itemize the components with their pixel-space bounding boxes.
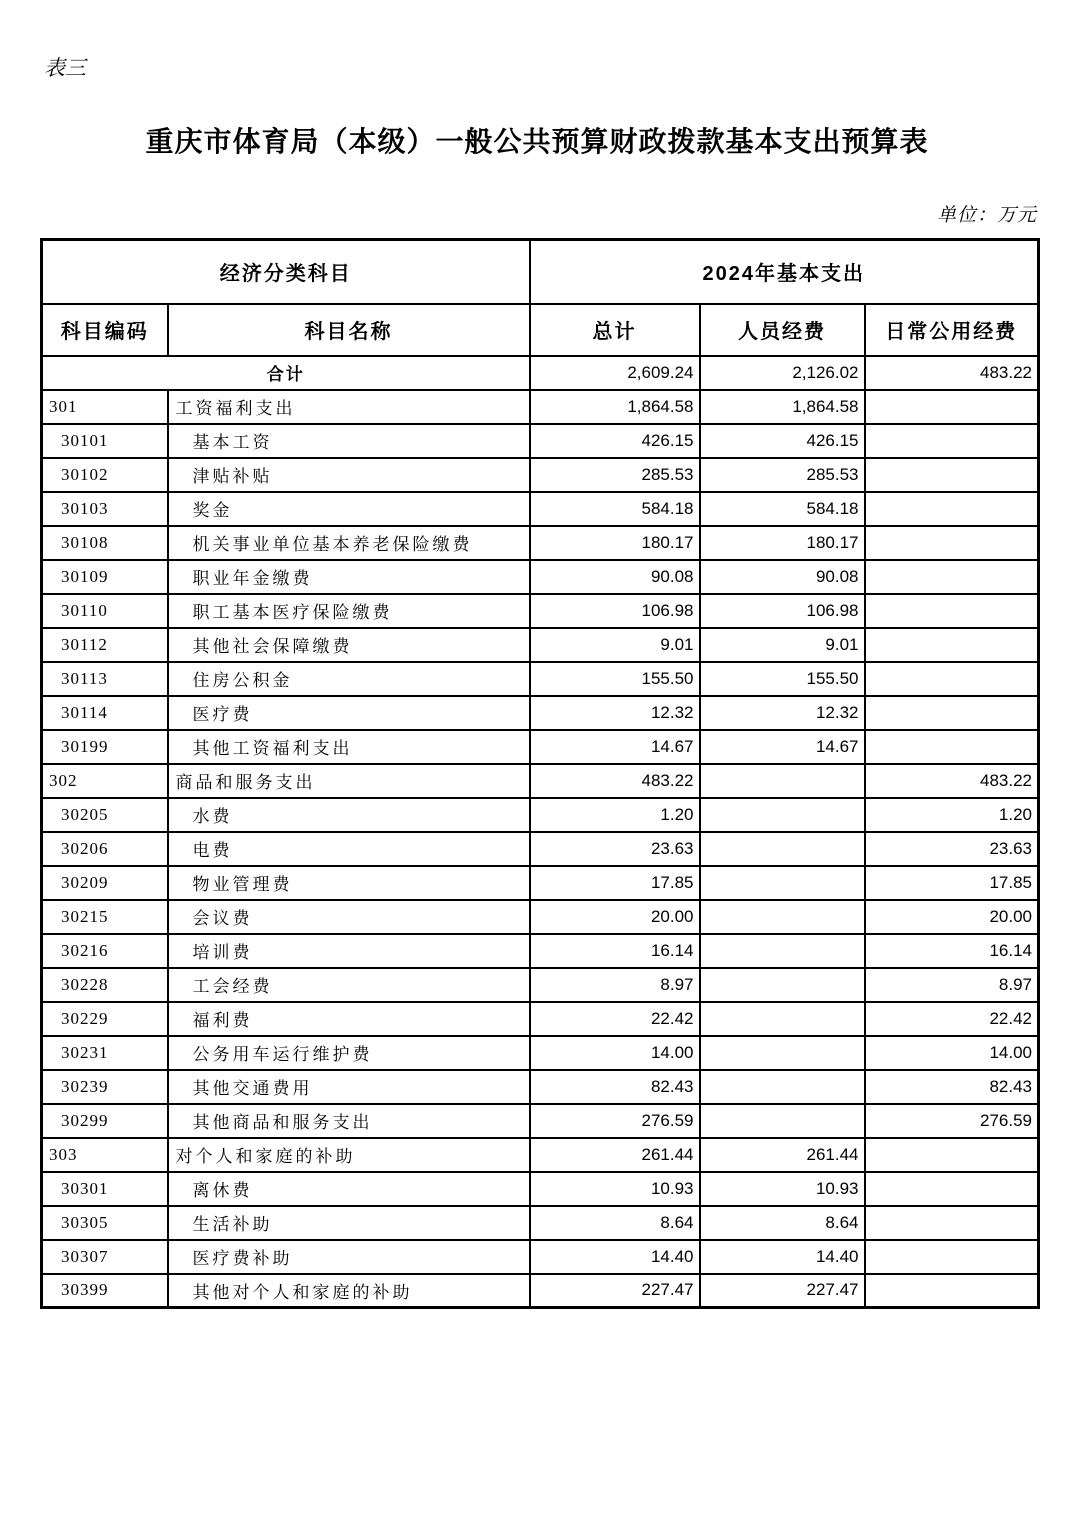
total-row-total: 2,609.24 [530,356,700,390]
cell-total: 584.18 [530,492,700,526]
cell-name: 医疗费补助 [168,1240,530,1274]
cell-name: 职业年金缴费 [168,560,530,594]
table-row [42,1036,1039,1070]
unit-note: 单位：万元 [936,205,1037,226]
cell-code: 30301 [42,1172,168,1206]
cell-code: 30231 [42,1036,168,1070]
cell-personnel: 14.67 [700,730,865,764]
cell-personnel: 90.08 [700,560,865,594]
cell-name: 奖金 [168,492,530,526]
cell-total: 261.44 [530,1138,700,1172]
header-col-total: 总计 [530,304,700,356]
cell-personnel: 106.98 [700,594,865,628]
table-header [42,240,1039,356]
cell-daily [865,1172,1039,1206]
cell-personnel [700,934,865,968]
cell-daily: 276.59 [865,1104,1039,1138]
table-row [42,1002,1039,1036]
cell-name: 离休费 [168,1172,530,1206]
table-row [42,1206,1039,1240]
cell-daily: 483.22 [865,764,1039,798]
cell-daily: 16.14 [865,934,1039,968]
cell-name: 其他对个人和家庭的补助 [168,1274,530,1308]
cell-daily [865,696,1039,730]
cell-code: 30205 [42,798,168,832]
cell-total: 20.00 [530,900,700,934]
cell-name: 商品和服务支出 [168,764,530,798]
table-row [42,1172,1039,1206]
cell-name: 基本工资 [168,424,530,458]
cell-total: 227.47 [530,1274,700,1308]
cell-personnel [700,1104,865,1138]
cell-personnel [700,832,865,866]
table-number-label: 表三 [44,56,86,80]
cell-personnel: 261.44 [700,1138,865,1172]
cell-name: 工会经费 [168,968,530,1002]
cell-personnel: 584.18 [700,492,865,526]
cell-daily [865,560,1039,594]
table-row [42,628,1039,662]
table-row [42,1070,1039,1104]
cell-daily [865,730,1039,764]
cell-total: 12.32 [530,696,700,730]
cell-code: 30199 [42,730,168,764]
cell-total: 14.67 [530,730,700,764]
cell-total: 14.00 [530,1036,700,1070]
cell-code: 301 [42,390,168,424]
table-row [42,866,1039,900]
header-col-code: 科目编码 [42,304,168,356]
header-column-row [42,304,1039,356]
cell-code: 30101 [42,424,168,458]
cell-personnel: 14.40 [700,1240,865,1274]
table-row [42,458,1039,492]
cell-code: 30215 [42,900,168,934]
cell-code: 30102 [42,458,168,492]
cell-name: 其他商品和服务支出 [168,1104,530,1138]
cell-personnel [700,866,865,900]
cell-total: 106.98 [530,594,700,628]
cell-personnel: 12.32 [700,696,865,730]
cell-personnel: 8.64 [700,1206,865,1240]
cell-daily: 23.63 [865,832,1039,866]
cell-total: 276.59 [530,1104,700,1138]
header-col-personnel: 人员经费 [700,304,865,356]
cell-name: 生活补助 [168,1206,530,1240]
cell-personnel: 227.47 [700,1274,865,1308]
cell-personnel: 10.93 [700,1172,865,1206]
cell-name: 对个人和家庭的补助 [168,1138,530,1172]
cell-daily [865,1206,1039,1240]
cell-code: 302 [42,764,168,798]
cell-daily: 22.42 [865,1002,1039,1036]
cell-code: 30108 [42,526,168,560]
table-row [42,934,1039,968]
cell-personnel: 9.01 [700,628,865,662]
cell-total: 483.22 [530,764,700,798]
total-row [42,356,1039,390]
table-row [42,832,1039,866]
cell-name: 津贴补贴 [168,458,530,492]
cell-daily: 20.00 [865,900,1039,934]
cell-total: 16.14 [530,934,700,968]
cell-name: 物业管理费 [168,866,530,900]
cell-daily: 14.00 [865,1036,1039,1070]
table-row [42,730,1039,764]
cell-daily [865,458,1039,492]
cell-code: 303 [42,1138,168,1172]
cell-personnel: 285.53 [700,458,865,492]
cell-personnel [700,1070,865,1104]
header-col-name: 科目名称 [168,304,530,356]
cell-name: 福利费 [168,1002,530,1036]
cell-total: 8.97 [530,968,700,1002]
total-row-personnel: 2,126.02 [700,356,865,390]
cell-daily [865,628,1039,662]
cell-code: 30109 [42,560,168,594]
cell-daily [865,662,1039,696]
cell-daily [865,1240,1039,1274]
total-row-label: 合计 [42,356,530,390]
cell-daily [865,424,1039,458]
cell-total: 1,864.58 [530,390,700,424]
cell-total: 426.15 [530,424,700,458]
table-row [42,424,1039,458]
table-row [42,696,1039,730]
cell-total: 82.43 [530,1070,700,1104]
cell-code: 30299 [42,1104,168,1138]
cell-total: 1.20 [530,798,700,832]
cell-name: 公务用车运行维护费 [168,1036,530,1070]
cell-personnel: 426.15 [700,424,865,458]
cell-total: 8.64 [530,1206,700,1240]
table-row [42,1104,1039,1138]
cell-code: 30216 [42,934,168,968]
cell-personnel [700,1002,865,1036]
cell-personnel [700,968,865,1002]
cell-name: 其他工资福利支出 [168,730,530,764]
table-row [42,492,1039,526]
cell-name: 医疗费 [168,696,530,730]
cell-total: 155.50 [530,662,700,696]
cell-code: 30112 [42,628,168,662]
cell-code: 30103 [42,492,168,526]
total-row-daily: 483.22 [865,356,1039,390]
cell-code: 30229 [42,1002,168,1036]
table-row [42,900,1039,934]
header-col-daily: 日常公用经费 [865,304,1039,356]
header-group-year: 2024年基本支出 [530,240,1039,304]
table-row [42,594,1039,628]
cell-code: 30228 [42,968,168,1002]
cell-total: 23.63 [530,832,700,866]
cell-total: 9.01 [530,628,700,662]
cell-daily [865,492,1039,526]
page-title: 重庆市体育局（本级）一般公共预算财政拨款基本支出预算表 [145,126,929,157]
table-row [42,1274,1039,1308]
cell-personnel: 1,864.58 [700,390,865,424]
cell-daily: 17.85 [865,866,1039,900]
table-body [42,356,1039,1308]
cell-code: 30206 [42,832,168,866]
cell-code: 30305 [42,1206,168,1240]
cell-code: 30239 [42,1070,168,1104]
cell-code: 30114 [42,696,168,730]
cell-code: 30113 [42,662,168,696]
cell-name: 机关事业单位基本养老保险缴费 [168,526,530,560]
cell-personnel [700,798,865,832]
cell-code: 30110 [42,594,168,628]
header-group-row [42,240,1039,304]
table-row [42,560,1039,594]
cell-code: 30399 [42,1274,168,1308]
cell-daily [865,1274,1039,1308]
cell-name: 水费 [168,798,530,832]
cell-personnel [700,764,865,798]
header-group-subject: 经济分类科目 [42,240,530,304]
cell-name: 电费 [168,832,530,866]
cell-code: 30209 [42,866,168,900]
cell-total: 14.40 [530,1240,700,1274]
table-row [42,526,1039,560]
cell-daily: 1.20 [865,798,1039,832]
cell-name: 职工基本医疗保险缴费 [168,594,530,628]
table-row [42,390,1039,424]
cell-daily [865,594,1039,628]
cell-name: 培训费 [168,934,530,968]
table-row [42,798,1039,832]
budget-table [40,238,1040,1309]
cell-total: 17.85 [530,866,700,900]
table-row [42,968,1039,1002]
cell-total: 90.08 [530,560,700,594]
cell-personnel [700,1036,865,1070]
cell-daily [865,1138,1039,1172]
cell-daily [865,390,1039,424]
table-row [42,1138,1039,1172]
cell-total: 285.53 [530,458,700,492]
cell-name: 其他交通费用 [168,1070,530,1104]
cell-daily: 82.43 [865,1070,1039,1104]
cell-personnel: 155.50 [700,662,865,696]
table-row [42,1240,1039,1274]
cell-name: 会议费 [168,900,530,934]
cell-total: 22.42 [530,1002,700,1036]
cell-code: 30307 [42,1240,168,1274]
cell-name: 住房公积金 [168,662,530,696]
cell-personnel [700,900,865,934]
cell-total: 180.17 [530,526,700,560]
cell-name: 其他社会保障缴费 [168,628,530,662]
cell-personnel: 180.17 [700,526,865,560]
cell-daily: 8.97 [865,968,1039,1002]
cell-name: 工资福利支出 [168,390,530,424]
table-row [42,662,1039,696]
cell-daily [865,526,1039,560]
cell-total: 10.93 [530,1172,700,1206]
table-row [42,764,1039,798]
